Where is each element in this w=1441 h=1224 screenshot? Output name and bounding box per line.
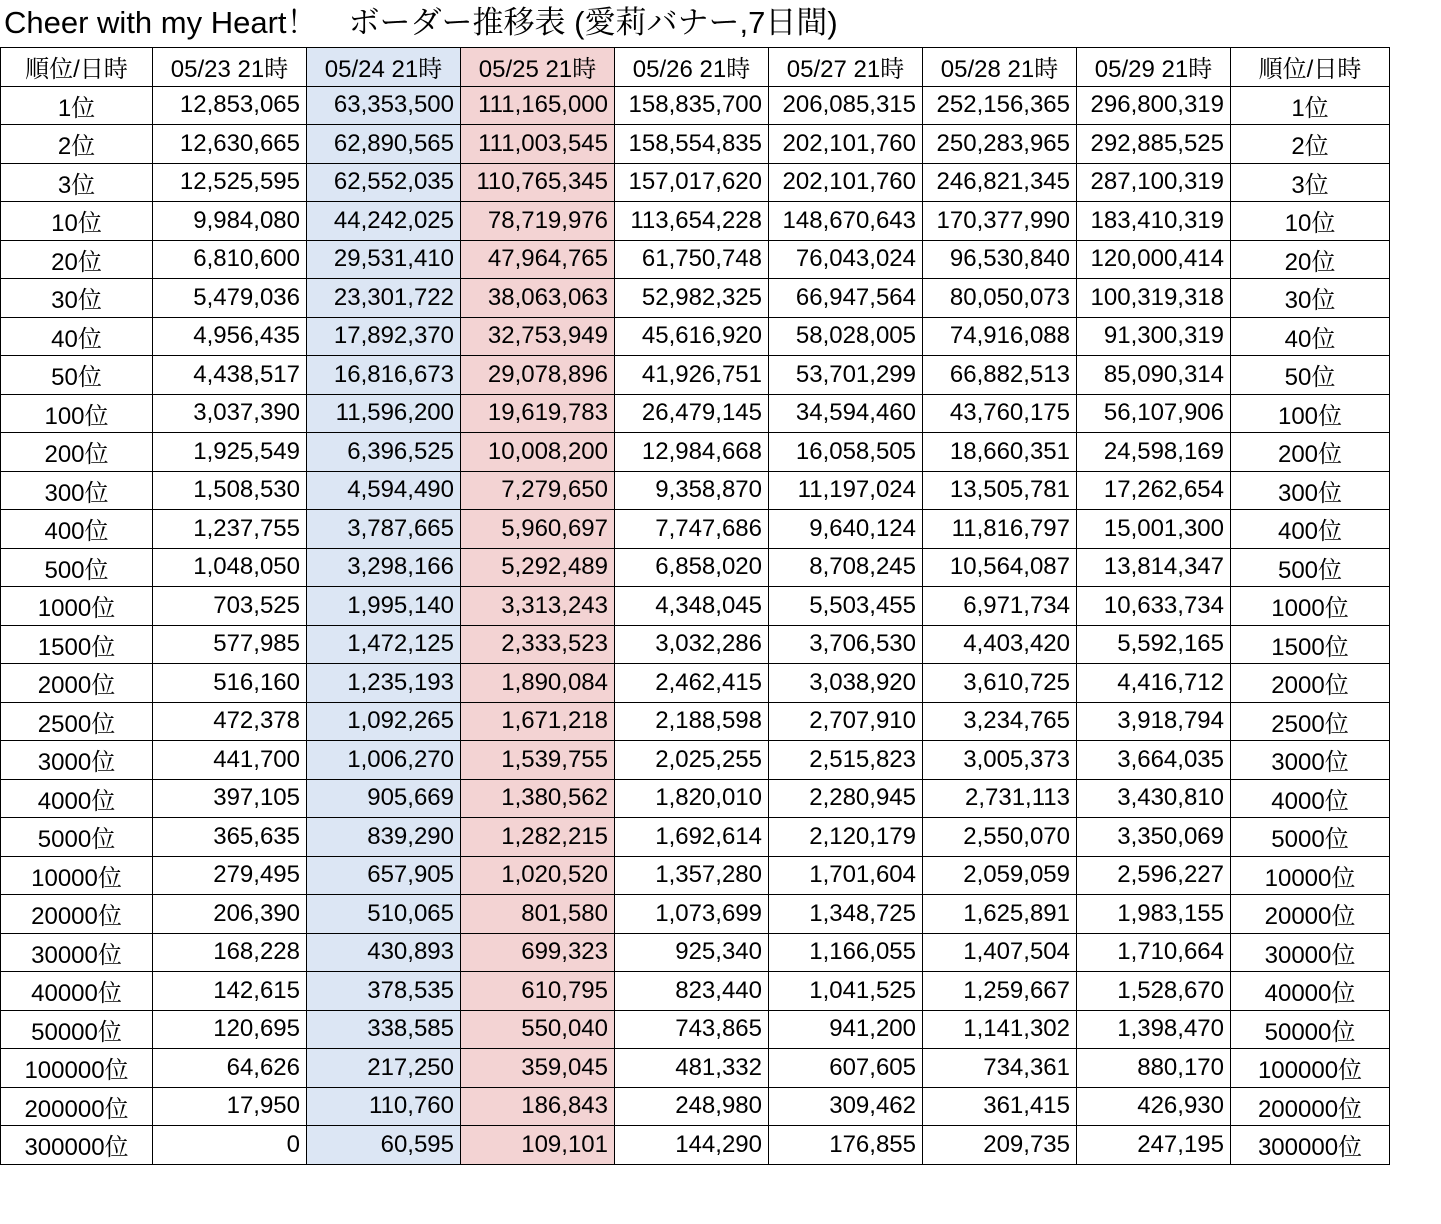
score-cell: 2,333,523 (461, 625, 615, 664)
score-cell: 1,710,664 (1077, 933, 1231, 972)
rank-label-right: 2位 (1231, 125, 1390, 164)
score-cell: 16,816,673 (307, 356, 461, 395)
score-cell: 110,760 (307, 1087, 461, 1126)
score-cell: 516,160 (153, 664, 307, 703)
score-cell: 61,750,748 (615, 240, 769, 279)
column-header: 05/29 21時 (1077, 48, 1231, 87)
table-row (1, 548, 1390, 587)
score-cell: 1,092,265 (307, 702, 461, 741)
score-cell: 18,660,351 (923, 433, 1077, 472)
score-cell: 62,890,565 (307, 125, 461, 164)
rank-label-right: 20位 (1231, 240, 1390, 279)
score-cell: 66,882,513 (923, 356, 1077, 395)
rank-label: 2500位 (1, 702, 153, 741)
rank-label: 40位 (1, 317, 153, 356)
score-cell: 246,821,345 (923, 163, 1077, 202)
score-cell: 202,101,760 (769, 125, 923, 164)
table-row (1, 163, 1390, 202)
rank-label-right: 500位 (1231, 548, 1390, 587)
score-cell: 481,332 (615, 1049, 769, 1088)
score-cell: 85,090,314 (1077, 356, 1231, 395)
score-cell: 11,197,024 (769, 471, 923, 510)
score-cell: 206,390 (153, 895, 307, 934)
score-cell: 52,982,325 (615, 279, 769, 318)
score-cell: 10,564,087 (923, 548, 1077, 587)
score-cell: 1,380,562 (461, 779, 615, 818)
score-cell: 743,865 (615, 1010, 769, 1049)
table-body (1, 86, 1390, 1164)
score-cell: 53,701,299 (769, 356, 923, 395)
score-cell: 472,378 (153, 702, 307, 741)
table-row (1, 625, 1390, 664)
rank-label-right: 1000位 (1231, 587, 1390, 626)
rank-label: 300位 (1, 471, 153, 510)
score-cell: 113,654,228 (615, 202, 769, 241)
table-row (1, 818, 1390, 857)
score-cell: 74,916,088 (923, 317, 1077, 356)
score-cell: 1,472,125 (307, 625, 461, 664)
table-row (1, 972, 1390, 1011)
score-cell: 2,550,070 (923, 818, 1077, 857)
rank-label-right: 200000位 (1231, 1087, 1390, 1126)
score-cell: 10,008,200 (461, 433, 615, 472)
score-cell: 1,282,215 (461, 818, 615, 857)
score-cell: 6,396,525 (307, 433, 461, 472)
score-cell: 703,525 (153, 587, 307, 626)
score-cell: 168,228 (153, 933, 307, 972)
rank-label-right: 30000位 (1231, 933, 1390, 972)
score-cell: 157,017,620 (615, 163, 769, 202)
score-cell: 250,283,965 (923, 125, 1077, 164)
score-cell: 2,462,415 (615, 664, 769, 703)
table-row (1, 741, 1390, 780)
score-cell: 296,800,319 (1077, 86, 1231, 125)
column-header: 05/25 21時 (461, 48, 615, 87)
score-cell: 26,479,145 (615, 394, 769, 433)
table-row (1, 587, 1390, 626)
rank-label-right: 300000位 (1231, 1126, 1390, 1165)
rank-label: 100000位 (1, 1049, 153, 1088)
score-cell: 905,669 (307, 779, 461, 818)
score-cell: 2,120,179 (769, 818, 923, 857)
rank-label: 3位 (1, 163, 153, 202)
score-cell: 1,528,670 (1077, 972, 1231, 1011)
score-cell: 4,438,517 (153, 356, 307, 395)
score-cell: 142,615 (153, 972, 307, 1011)
score-cell: 2,731,113 (923, 779, 1077, 818)
score-cell: 110,765,345 (461, 163, 615, 202)
column-header: 順位/日時 (1, 48, 153, 87)
score-cell: 11,816,797 (923, 510, 1077, 549)
score-cell: 10,633,734 (1077, 587, 1231, 626)
score-cell: 44,242,025 (307, 202, 461, 241)
score-cell: 34,594,460 (769, 394, 923, 433)
table-row (1, 895, 1390, 934)
rank-label: 50000位 (1, 1010, 153, 1049)
score-cell: 3,706,530 (769, 625, 923, 664)
score-cell: 397,105 (153, 779, 307, 818)
score-cell: 3,664,035 (1077, 741, 1231, 780)
score-cell: 365,635 (153, 818, 307, 857)
table-row (1, 510, 1390, 549)
score-cell: 5,503,455 (769, 587, 923, 626)
score-cell: 91,300,319 (1077, 317, 1231, 356)
score-cell: 17,892,370 (307, 317, 461, 356)
score-cell: 19,619,783 (461, 394, 615, 433)
score-cell: 279,495 (153, 856, 307, 895)
rank-label-right: 1位 (1231, 86, 1390, 125)
rank-label: 30000位 (1, 933, 153, 972)
score-cell: 63,353,500 (307, 86, 461, 125)
score-cell: 58,028,005 (769, 317, 923, 356)
score-cell: 3,918,794 (1077, 702, 1231, 741)
rank-label-right: 300位 (1231, 471, 1390, 510)
score-cell: 144,290 (615, 1126, 769, 1165)
score-cell: 12,853,065 (153, 86, 307, 125)
score-cell: 3,037,390 (153, 394, 307, 433)
score-cell: 96,530,840 (923, 240, 1077, 279)
score-cell: 657,905 (307, 856, 461, 895)
rank-label-right: 2000位 (1231, 664, 1390, 703)
rank-label: 4000位 (1, 779, 153, 818)
score-cell: 4,956,435 (153, 317, 307, 356)
score-cell: 202,101,760 (769, 163, 923, 202)
table-row (1, 202, 1390, 241)
rank-label-right: 20000位 (1231, 895, 1390, 934)
score-cell: 7,747,686 (615, 510, 769, 549)
score-cell: 2,707,910 (769, 702, 923, 741)
score-cell: 1,625,891 (923, 895, 1077, 934)
table-row (1, 1010, 1390, 1049)
score-cell: 8,708,245 (769, 548, 923, 587)
score-cell: 5,479,036 (153, 279, 307, 318)
score-cell: 41,926,751 (615, 356, 769, 395)
score-cell: 1,701,604 (769, 856, 923, 895)
score-cell: 4,416,712 (1077, 664, 1231, 703)
score-cell: 9,358,870 (615, 471, 769, 510)
score-cell: 3,350,069 (1077, 818, 1231, 857)
score-cell: 699,323 (461, 933, 615, 972)
score-cell: 1,995,140 (307, 587, 461, 626)
score-cell: 1,407,504 (923, 933, 1077, 972)
score-cell: 6,810,600 (153, 240, 307, 279)
table-row (1, 86, 1390, 125)
score-cell: 5,292,489 (461, 548, 615, 587)
score-cell: 247,195 (1077, 1126, 1231, 1165)
rank-label-right: 30位 (1231, 279, 1390, 318)
score-cell: 359,045 (461, 1049, 615, 1088)
score-cell: 11,596,200 (307, 394, 461, 433)
rank-label: 400位 (1, 510, 153, 549)
score-cell: 111,003,545 (461, 125, 615, 164)
rank-label-right: 400位 (1231, 510, 1390, 549)
score-cell: 120,695 (153, 1010, 307, 1049)
score-cell: 361,415 (923, 1087, 1077, 1126)
score-cell: 1,259,667 (923, 972, 1077, 1011)
rank-label: 30位 (1, 279, 153, 318)
score-cell: 5,592,165 (1077, 625, 1231, 664)
rank-label: 2000位 (1, 664, 153, 703)
score-cell: 3,787,665 (307, 510, 461, 549)
rank-label-right: 40000位 (1231, 972, 1390, 1011)
score-cell: 3,038,920 (769, 664, 923, 703)
table-row (1, 356, 1390, 395)
score-cell: 64,626 (153, 1049, 307, 1088)
score-cell: 426,930 (1077, 1087, 1231, 1126)
score-cell: 120,000,414 (1077, 240, 1231, 279)
score-cell: 1,890,084 (461, 664, 615, 703)
table-row (1, 240, 1390, 279)
score-cell: 1,983,155 (1077, 895, 1231, 934)
rank-label-right: 200位 (1231, 433, 1390, 472)
table-row (1, 394, 1390, 433)
score-cell: 209,735 (923, 1126, 1077, 1165)
border-table (0, 47, 1390, 1165)
score-cell: 186,843 (461, 1087, 615, 1126)
rank-label-right: 40位 (1231, 317, 1390, 356)
score-cell: 12,984,668 (615, 433, 769, 472)
score-cell: 248,980 (615, 1087, 769, 1126)
column-header: 05/26 21時 (615, 48, 769, 87)
score-cell: 47,964,765 (461, 240, 615, 279)
rank-label: 40000位 (1, 972, 153, 1011)
score-cell: 9,984,080 (153, 202, 307, 241)
rank-label: 200000位 (1, 1087, 153, 1126)
score-cell: 577,985 (153, 625, 307, 664)
rank-label-right: 4000位 (1231, 779, 1390, 818)
score-cell: 78,719,976 (461, 202, 615, 241)
rank-label: 1位 (1, 86, 153, 125)
score-cell: 12,525,595 (153, 163, 307, 202)
score-cell: 378,535 (307, 972, 461, 1011)
score-cell: 801,580 (461, 895, 615, 934)
score-cell: 3,610,725 (923, 664, 1077, 703)
rank-label: 20位 (1, 240, 153, 279)
score-cell: 607,605 (769, 1049, 923, 1088)
score-cell: 60,595 (307, 1126, 461, 1165)
table-row (1, 1126, 1390, 1165)
score-cell: 13,814,347 (1077, 548, 1231, 587)
score-cell: 15,001,300 (1077, 510, 1231, 549)
table-row (1, 125, 1390, 164)
page-title: Cheer with my Heart！ ボーダー推移表 (愛莉バナー,7日間) (4, 5, 838, 40)
score-cell: 32,753,949 (461, 317, 615, 356)
score-cell: 925,340 (615, 933, 769, 972)
score-cell: 292,885,525 (1077, 125, 1231, 164)
score-cell: 17,262,654 (1077, 471, 1231, 510)
score-cell: 1,006,270 (307, 741, 461, 780)
score-cell: 9,640,124 (769, 510, 923, 549)
score-cell: 23,301,722 (307, 279, 461, 318)
table-row (1, 317, 1390, 356)
score-cell: 66,947,564 (769, 279, 923, 318)
rank-label: 1500位 (1, 625, 153, 664)
rank-label: 5000位 (1, 818, 153, 857)
score-cell: 4,594,490 (307, 471, 461, 510)
rank-label-right: 3位 (1231, 163, 1390, 202)
score-cell: 734,361 (923, 1049, 1077, 1088)
table-row (1, 779, 1390, 818)
score-cell: 2,596,227 (1077, 856, 1231, 895)
score-cell: 7,279,650 (461, 471, 615, 510)
score-cell: 287,100,319 (1077, 163, 1231, 202)
rank-label-right: 50000位 (1231, 1010, 1390, 1049)
score-cell: 1,820,010 (615, 779, 769, 818)
score-cell: 610,795 (461, 972, 615, 1011)
table-row (1, 1087, 1390, 1126)
rank-label-right: 2500位 (1231, 702, 1390, 741)
score-cell: 1,539,755 (461, 741, 615, 780)
table-row (1, 279, 1390, 318)
score-cell: 338,585 (307, 1010, 461, 1049)
score-cell: 3,430,810 (1077, 779, 1231, 818)
score-cell: 45,616,920 (615, 317, 769, 356)
score-cell: 6,858,020 (615, 548, 769, 587)
rank-label: 10000位 (1, 856, 153, 895)
rank-label: 20000位 (1, 895, 153, 934)
score-cell: 1,048,050 (153, 548, 307, 587)
score-cell: 100,319,318 (1077, 279, 1231, 318)
table-row (1, 856, 1390, 895)
header-row (1, 48, 1390, 87)
score-cell: 2,025,255 (615, 741, 769, 780)
score-cell: 1,166,055 (769, 933, 923, 972)
score-cell: 550,040 (461, 1010, 615, 1049)
rank-label-right: 100000位 (1231, 1049, 1390, 1088)
score-cell: 1,348,725 (769, 895, 923, 934)
score-cell: 4,348,045 (615, 587, 769, 626)
score-cell: 38,063,063 (461, 279, 615, 318)
score-cell: 16,058,505 (769, 433, 923, 472)
score-cell: 941,200 (769, 1010, 923, 1049)
table-row (1, 433, 1390, 472)
table-row (1, 471, 1390, 510)
score-cell: 17,950 (153, 1087, 307, 1126)
rank-label: 1000位 (1, 587, 153, 626)
score-cell: 111,165,000 (461, 86, 615, 125)
score-cell: 170,377,990 (923, 202, 1077, 241)
rank-label-right: 10位 (1231, 202, 1390, 241)
table-row (1, 933, 1390, 972)
score-cell: 183,410,319 (1077, 202, 1231, 241)
score-cell: 29,531,410 (307, 240, 461, 279)
score-cell: 1,020,520 (461, 856, 615, 895)
rank-label: 200位 (1, 433, 153, 472)
score-cell: 880,170 (1077, 1049, 1231, 1088)
score-cell: 2,515,823 (769, 741, 923, 780)
score-cell: 1,235,193 (307, 664, 461, 703)
column-header: 順位/日時 (1231, 48, 1390, 87)
score-cell: 839,290 (307, 818, 461, 857)
score-cell: 2,059,059 (923, 856, 1077, 895)
score-cell: 1,398,470 (1077, 1010, 1231, 1049)
score-cell: 1,237,755 (153, 510, 307, 549)
table-row (1, 664, 1390, 703)
score-cell: 43,760,175 (923, 394, 1077, 433)
score-cell: 158,554,835 (615, 125, 769, 164)
score-cell: 3,298,166 (307, 548, 461, 587)
score-cell: 1,041,525 (769, 972, 923, 1011)
rank-label: 3000位 (1, 741, 153, 780)
score-cell: 2,188,598 (615, 702, 769, 741)
score-cell: 62,552,035 (307, 163, 461, 202)
rank-label: 50位 (1, 356, 153, 395)
column-header: 05/27 21時 (769, 48, 923, 87)
score-cell: 3,032,286 (615, 625, 769, 664)
rank-label: 500位 (1, 548, 153, 587)
score-cell: 1,508,530 (153, 471, 307, 510)
score-cell: 1,357,280 (615, 856, 769, 895)
score-cell: 3,005,373 (923, 741, 1077, 780)
rank-label: 100位 (1, 394, 153, 433)
score-cell: 148,670,643 (769, 202, 923, 241)
score-cell: 206,085,315 (769, 86, 923, 125)
score-cell: 76,043,024 (769, 240, 923, 279)
score-cell: 441,700 (153, 741, 307, 780)
column-header: 05/24 21時 (307, 48, 461, 87)
score-cell: 6,971,734 (923, 587, 1077, 626)
rank-label-right: 3000位 (1231, 741, 1390, 780)
score-cell: 1,692,614 (615, 818, 769, 857)
score-cell: 252,156,365 (923, 86, 1077, 125)
rank-label-right: 1500位 (1231, 625, 1390, 664)
rank-label-right: 10000位 (1231, 856, 1390, 895)
rank-label: 300000位 (1, 1126, 153, 1165)
score-cell: 4,403,420 (923, 625, 1077, 664)
score-cell: 12,630,665 (153, 125, 307, 164)
score-cell: 5,960,697 (461, 510, 615, 549)
score-cell: 158,835,700 (615, 86, 769, 125)
score-cell: 1,671,218 (461, 702, 615, 741)
rank-label-right: 100位 (1231, 394, 1390, 433)
score-cell: 176,855 (769, 1126, 923, 1165)
score-cell: 13,505,781 (923, 471, 1077, 510)
table-row (1, 702, 1390, 741)
score-cell: 3,234,765 (923, 702, 1077, 741)
score-cell: 309,462 (769, 1087, 923, 1126)
column-header: 05/28 21時 (923, 48, 1077, 87)
rank-label-right: 50位 (1231, 356, 1390, 395)
column-header: 05/23 21時 (153, 48, 307, 87)
score-cell: 80,050,073 (923, 279, 1077, 318)
score-cell: 430,893 (307, 933, 461, 972)
score-cell: 3,313,243 (461, 587, 615, 626)
score-cell: 29,078,896 (461, 356, 615, 395)
score-cell: 1,925,549 (153, 433, 307, 472)
score-cell: 510,065 (307, 895, 461, 934)
score-cell: 0 (153, 1126, 307, 1165)
score-cell: 2,280,945 (769, 779, 923, 818)
table-row (1, 1049, 1390, 1088)
rank-label-right: 5000位 (1231, 818, 1390, 857)
score-cell: 24,598,169 (1077, 433, 1231, 472)
score-cell: 217,250 (307, 1049, 461, 1088)
score-cell: 1,073,699 (615, 895, 769, 934)
score-cell: 823,440 (615, 972, 769, 1011)
score-cell: 109,101 (461, 1126, 615, 1165)
rank-label: 10位 (1, 202, 153, 241)
score-cell: 1,141,302 (923, 1010, 1077, 1049)
rank-label: 2位 (1, 125, 153, 164)
score-cell: 56,107,906 (1077, 394, 1231, 433)
